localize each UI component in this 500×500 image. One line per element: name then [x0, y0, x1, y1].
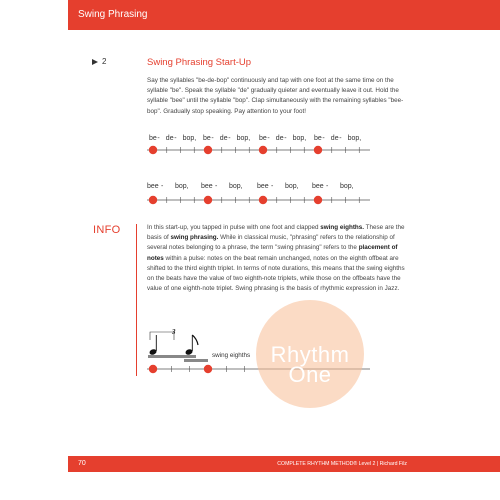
syllable-label: be: [259, 135, 267, 142]
rhythm-one-logo: [256, 300, 364, 408]
beat-dot: [204, 196, 212, 204]
syllable-label: be: [203, 135, 211, 142]
syllable-label: be: [149, 135, 157, 142]
beat-dot: [314, 196, 322, 204]
syllable-label: bop,: [182, 135, 197, 142]
info-divider: [136, 224, 137, 376]
beat-dot: [259, 146, 267, 154]
syllable-label: -: [161, 183, 164, 190]
syllable-label: -: [215, 183, 218, 190]
triplet-number: 3: [172, 328, 176, 336]
info-label: INFO: [93, 224, 121, 236]
beat-dot: [204, 146, 212, 154]
triplet-bracket: [150, 332, 174, 340]
syllable-label: bee: [312, 183, 324, 190]
notation-caption: swing eighths: [212, 352, 251, 359]
syllable-label: bee: [201, 183, 213, 190]
info-text: In this start-up, you tapped in pulse with one foot and clapped swing eighths. These are the basis of swing phrasing. While in classical music, "phrasing" refers to the relationship of several notes belonging to a phrase, the term "swing phrasing" refers to the placement of notes within a pulse: notes on the beat remain unchanged, notes on the eighth offbeat are shifted to the third eighth triplet. In terms of note durations, this means that the swing eighths on the beats have the value of two eighth-note triplets, while those on the offbeats have the value of one eighth-note triplet. Swing phrasing is the basis of rhythmic expression in Jazz.: [147, 224, 405, 293]
page-number: 70: [78, 460, 86, 467]
syllable-label: be: [314, 135, 322, 142]
syllable-label: -: [174, 135, 177, 142]
rhythm-line-2: [147, 183, 370, 204]
syllable-label: -: [267, 135, 270, 142]
track-number: 2: [102, 57, 107, 66]
beat-dot: [314, 146, 322, 154]
syllable-label: -: [271, 183, 274, 190]
syllable-label: -: [322, 135, 325, 142]
syllable-label: -: [326, 183, 329, 190]
page-section-title: Swing Phrasing: [78, 9, 148, 20]
beat-dot: [149, 365, 157, 373]
beat-dot: [259, 196, 267, 204]
note-flag: [192, 335, 198, 345]
book-title: COMPLETE RHYTHM METHOD® Level 2 | Richard Filz: [277, 461, 407, 467]
syllable-label: bop,: [340, 183, 354, 190]
syllable-label: -: [284, 135, 287, 142]
beat-dot: [204, 365, 212, 373]
beat-dot: [149, 196, 157, 204]
syllable-label: bop,: [347, 135, 362, 142]
syllable-label: -: [157, 135, 160, 142]
syllable-label: bop,: [175, 183, 189, 190]
syllable-label: bop,: [229, 183, 243, 190]
syllable-label: bop,: [292, 135, 307, 142]
syllable-label: de: [219, 135, 228, 142]
syllable-label: -: [339, 135, 342, 142]
exercise-title: Swing Phrasing Start-Up: [147, 57, 252, 68]
syllable-label: bee: [257, 183, 269, 190]
syllable-label: -: [211, 135, 214, 142]
swing-duration-bar: [148, 355, 196, 358]
logo-text-rhythm: Rhythm: [270, 342, 350, 367]
swing-eighths-notation: [148, 328, 250, 362]
beat-dot: [149, 146, 157, 154]
swing-duration-bar-offbeat: [184, 359, 208, 362]
exercise-instructions: Say the syllables "be-de-bop" continuously and tap with one foot at the same time on the syllable "be". Speak the syllable "de" gradually quieter and eventually leave it out. Hold the syllable "bee" until the syllable "bop". Clap simultaneously with the remaining syllables "bee-bop". Gradually stop speaking. Pay attention to your foot!: [147, 77, 404, 115]
rhythm-line-1: [147, 135, 370, 154]
syllable-label: bop,: [236, 135, 251, 142]
syllable-label: bop,: [285, 183, 299, 190]
syllable-label: de: [330, 135, 339, 142]
syllable-label: -: [228, 135, 231, 142]
syllable-label: de: [165, 135, 174, 142]
logo-text-one: One: [288, 362, 332, 387]
syllable-label: bee: [147, 183, 159, 190]
syllable-label: de: [275, 135, 284, 142]
